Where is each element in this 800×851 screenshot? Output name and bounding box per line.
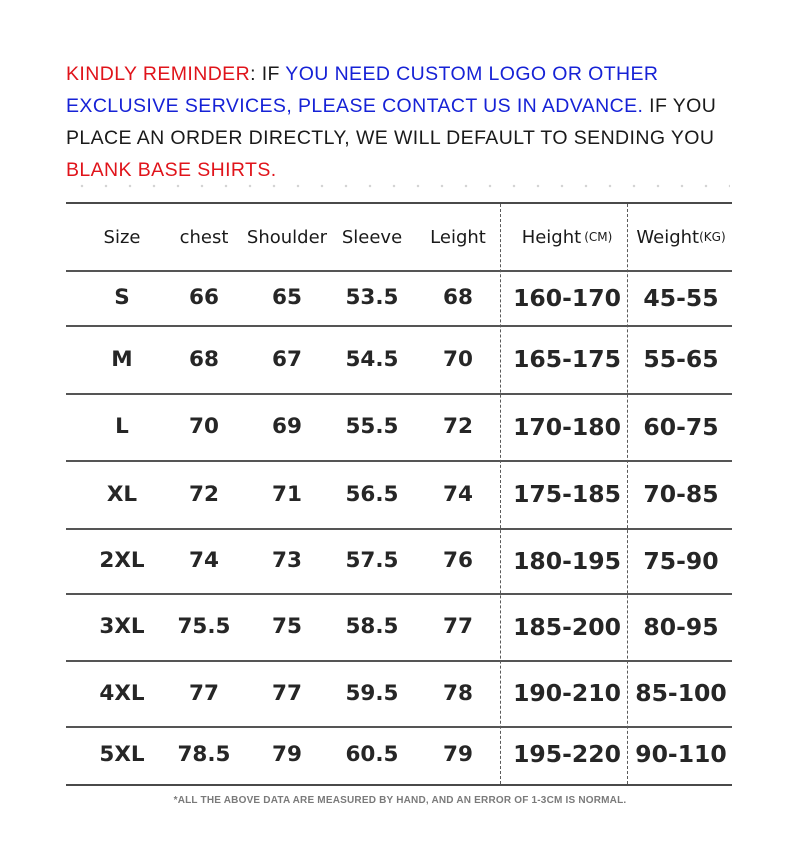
cell-weight: 55-65 — [643, 345, 719, 373]
cell-size: L — [115, 414, 129, 439]
reminder-custom-logo-text: YOU NEED CUSTOM LOGO OR OTHER EXCLUSIVE SERVICES, PLEASE CONTACT US IN ADVANCE. — [66, 63, 659, 117]
cell-sleeve: 57.5 — [345, 548, 399, 573]
cell-sleeve: 55.5 — [345, 414, 399, 439]
header-weight-label: Weight — [636, 226, 700, 248]
cell-length: 74 — [443, 481, 473, 507]
cell-chest: 77 — [189, 680, 219, 706]
table-row — [66, 528, 732, 595]
reminder-label: KINDLY REMINDER — [66, 63, 251, 85]
cell-weight: 75-90 — [643, 546, 719, 575]
cell-chest: 66 — [189, 285, 219, 310]
cell-shoulder: 65 — [272, 285, 302, 310]
cell-weight: 45-55 — [643, 283, 719, 312]
column-divider-weight — [627, 204, 628, 784]
cell-weight: 90-110 — [635, 740, 727, 768]
header-weight-unit: (KG) — [699, 230, 726, 244]
cell-size: 3XL — [99, 614, 145, 639]
cell-height: 180-195 — [513, 546, 621, 575]
cell-length: 72 — [443, 414, 473, 439]
cell-length: 76 — [443, 548, 473, 573]
cell-sleeve: 53.5 — [345, 285, 399, 310]
cell-size: M — [111, 346, 133, 372]
table-header-row — [66, 204, 732, 272]
header-height-unit: (CM) — [584, 230, 613, 244]
footnote: *ALL THE ABOVE DATA ARE MEASURED BY HAND, AND AN ERROR OF 1-3CM IS NORMAL. — [173, 795, 627, 806]
cell-shoulder: 77 — [272, 680, 302, 706]
table-row — [66, 460, 732, 530]
header-sleeve: Sleeve — [341, 226, 403, 248]
cell-sleeve: 54.5 — [345, 346, 399, 372]
cell-shoulder: 69 — [272, 414, 302, 439]
table-row — [66, 660, 732, 728]
cell-weight: 60-75 — [643, 412, 719, 441]
cell-length: 78 — [443, 680, 473, 706]
header-length: Leight — [430, 226, 486, 248]
cell-weight: 70-85 — [643, 480, 719, 508]
cell-size: XL — [106, 481, 138, 507]
header-size: Size — [103, 226, 141, 248]
cell-height: 160-170 — [513, 283, 621, 312]
cell-size: S — [114, 285, 130, 310]
table-row — [66, 393, 732, 462]
cell-sleeve: 60.5 — [345, 741, 399, 767]
cell-weight: 85-100 — [635, 679, 727, 707]
cell-height: 170-180 — [513, 412, 621, 441]
reminder-blank-shirts-text: BLANK BASE SHIRTS. — [66, 159, 277, 181]
header-chest: chest — [179, 226, 229, 248]
decorative-dots — [70, 184, 730, 188]
header-weight — [630, 204, 732, 270]
cell-chest: 75.5 — [177, 614, 231, 639]
table-row — [66, 270, 732, 327]
cell-chest: 68 — [189, 346, 219, 372]
header-height — [506, 204, 628, 270]
reminder-notice — [66, 58, 766, 186]
cell-chest: 70 — [189, 414, 219, 439]
cell-length: 70 — [443, 346, 473, 372]
cell-size: 2XL — [99, 548, 145, 573]
cell-chest: 74 — [189, 548, 219, 573]
cell-sleeve: 56.5 — [345, 481, 399, 507]
column-divider-height — [500, 204, 501, 784]
header-shoulder: Shoulder — [246, 226, 328, 248]
cell-sleeve: 58.5 — [345, 614, 399, 639]
cell-chest: 72 — [189, 481, 219, 507]
cell-height: 165-175 — [513, 345, 621, 373]
table-row — [66, 325, 732, 395]
cell-weight: 80-95 — [643, 612, 719, 641]
reminder-text-1: : IF — [250, 63, 286, 85]
cell-shoulder: 67 — [272, 346, 302, 372]
table-row — [66, 593, 732, 662]
cell-size: 5XL — [99, 741, 145, 767]
size-chart-table — [66, 202, 732, 786]
cell-height: 175-185 — [513, 480, 621, 508]
cell-height: 195-220 — [513, 740, 621, 768]
cell-chest: 78.5 — [177, 741, 231, 767]
cell-size: 4XL — [99, 680, 145, 706]
cell-sleeve: 59.5 — [345, 680, 399, 706]
cell-shoulder: 73 — [272, 548, 302, 573]
reminder-text-2: IF YOU PLACE AN ORDER DIRECTLY, WE WILL DEFAULT TO SENDING YOU — [66, 95, 717, 149]
cell-shoulder: 75 — [272, 614, 302, 639]
table-row — [66, 726, 732, 782]
cell-height: 190-210 — [513, 679, 621, 707]
header-height-label: Height — [521, 226, 582, 248]
cell-shoulder: 79 — [272, 741, 302, 767]
cell-length: 77 — [443, 614, 473, 639]
cell-shoulder: 71 — [272, 481, 302, 507]
cell-height: 185-200 — [513, 612, 621, 641]
cell-length: 68 — [443, 285, 473, 310]
cell-length: 79 — [443, 741, 473, 767]
